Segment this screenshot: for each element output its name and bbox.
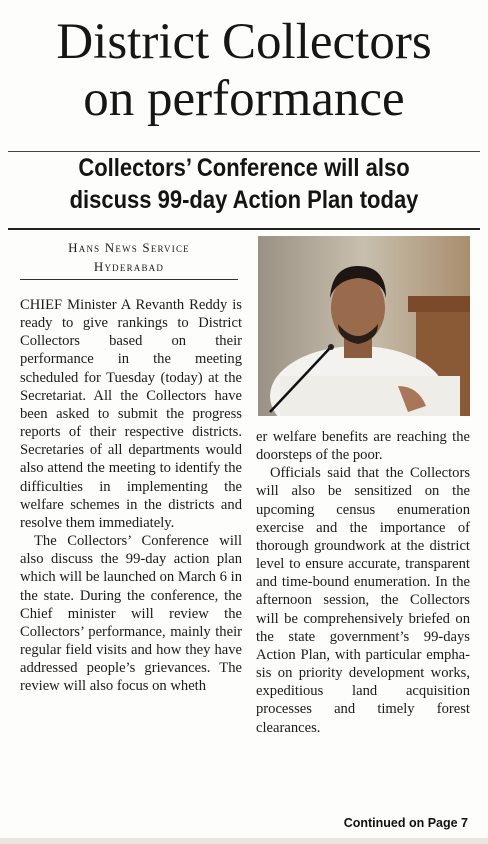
byline-location: Hyderabad (93, 259, 165, 274)
paragraph-1-text: CHIEF Minister A Revanth Reddy is ready to give rankings to District Collectors based on their performance in the meeting scheduled for Tuesday (today) at the Secretariat. All the Collectors have been asked to submit the progress reports of their respective districts. Secretaries of all departments would also attend the meeting to identify the difficulties in implementing the welfare schemes in the districts and resolve them immediately. (20, 297, 242, 531)
subheadline-divider (8, 228, 480, 230)
subheadline-line-2: discuss 99-day Action Plan today (69, 186, 419, 214)
byline-divider (20, 279, 238, 280)
article-column-right (256, 428, 470, 737)
subheadline-line-1: Collectors’ Conference will also (78, 154, 410, 182)
headline-line-2: on performance (83, 71, 405, 127)
paragraph-3 (256, 464, 470, 736)
byline-service: Hans News Service (68, 240, 190, 255)
paragraph-2-continued-text: er welfare benefits are reaching the doorsteps of the poor. (256, 429, 470, 464)
chief-minister-photo (258, 236, 470, 416)
paragraph-3-text: Officials said that the Collectors will also be sensitized on the upcoming census enumeration exercise and the importance of thorough groundwork at the district level to ensure accurate, transparent and time-bound enumeration. In the afternoon session, the Collectors will be comprehensively briefed on the state government’s 99-days Action Plan, with particular emphasis on priority development works, expeditious land acquisition processes and timely forest clearances. (256, 465, 470, 736)
page-edge (0, 838, 488, 844)
paragraph-1 (20, 296, 242, 532)
continued-on-page[interactable]: Continued on Page 7 (343, 816, 468, 830)
paragraph-2 (20, 532, 242, 695)
headline (8, 14, 480, 128)
headline-line-1: District Collectors (56, 14, 432, 70)
paragraph-2-text: The Collectors’ Conference will also discuss the 99-day action plan which will be launched on March 6 in the state. During the conference, the Chief minister will review the Collectors’ performance, mainly their regular field visits and how they have addressed people’s grievances. The review will also focus on wheth (20, 533, 242, 695)
photo-image (258, 236, 470, 416)
article-column-left (20, 296, 242, 695)
subheadline (36, 152, 451, 216)
paragraph-2-continued (256, 428, 470, 464)
byline (20, 238, 238, 276)
